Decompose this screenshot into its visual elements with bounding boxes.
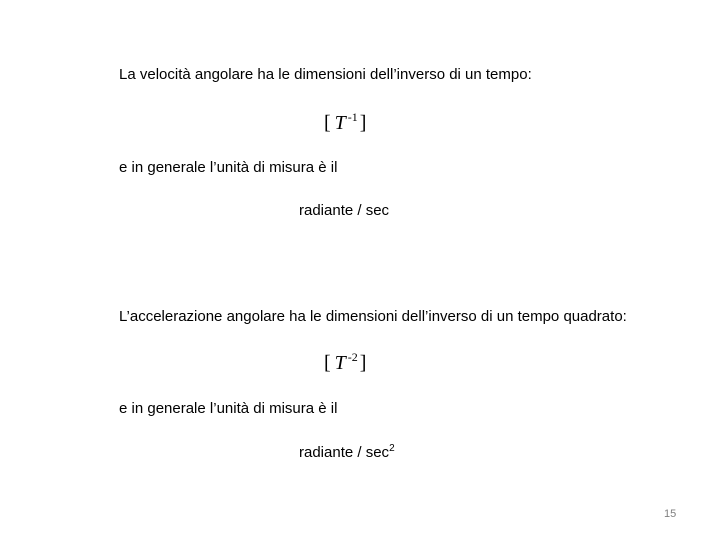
formula-close-bracket: ] [359, 352, 367, 374]
angular-acceleration-dimension-formula [324, 351, 366, 377]
angular-velocity-unit: radiante / sec [299, 202, 390, 219]
formula-exponent: -2 [347, 350, 358, 364]
angular-velocity-unit-intro: e in generale l’unità di misura è il [119, 159, 338, 176]
angular-acceleration-statement: L’accelerazione angolare ha le dimensioni dell’inverso di un tempo quadrato: [119, 308, 627, 325]
formula-time-symbol: T [334, 352, 346, 374]
angular-acceleration-unit [299, 444, 395, 464]
formula-open-bracket: [ [324, 352, 331, 374]
angular-velocity-dimension-formula [324, 111, 366, 137]
angular-acceleration-unit-intro: e in generale l’unità di misura è il [119, 400, 338, 417]
formula-time-symbol: T [334, 112, 346, 134]
unit-exponent: 2 [389, 443, 395, 454]
page-number: 15 [664, 508, 677, 520]
formula-open-bracket: [ [324, 112, 331, 134]
angular-velocity-statement: La velocità angolare ha le dimensioni dell’inverso di un tempo: [119, 66, 532, 83]
unit-text: radiante / sec [299, 444, 390, 461]
formula-close-bracket: ] [359, 112, 367, 134]
formula-exponent: -1 [347, 110, 358, 124]
